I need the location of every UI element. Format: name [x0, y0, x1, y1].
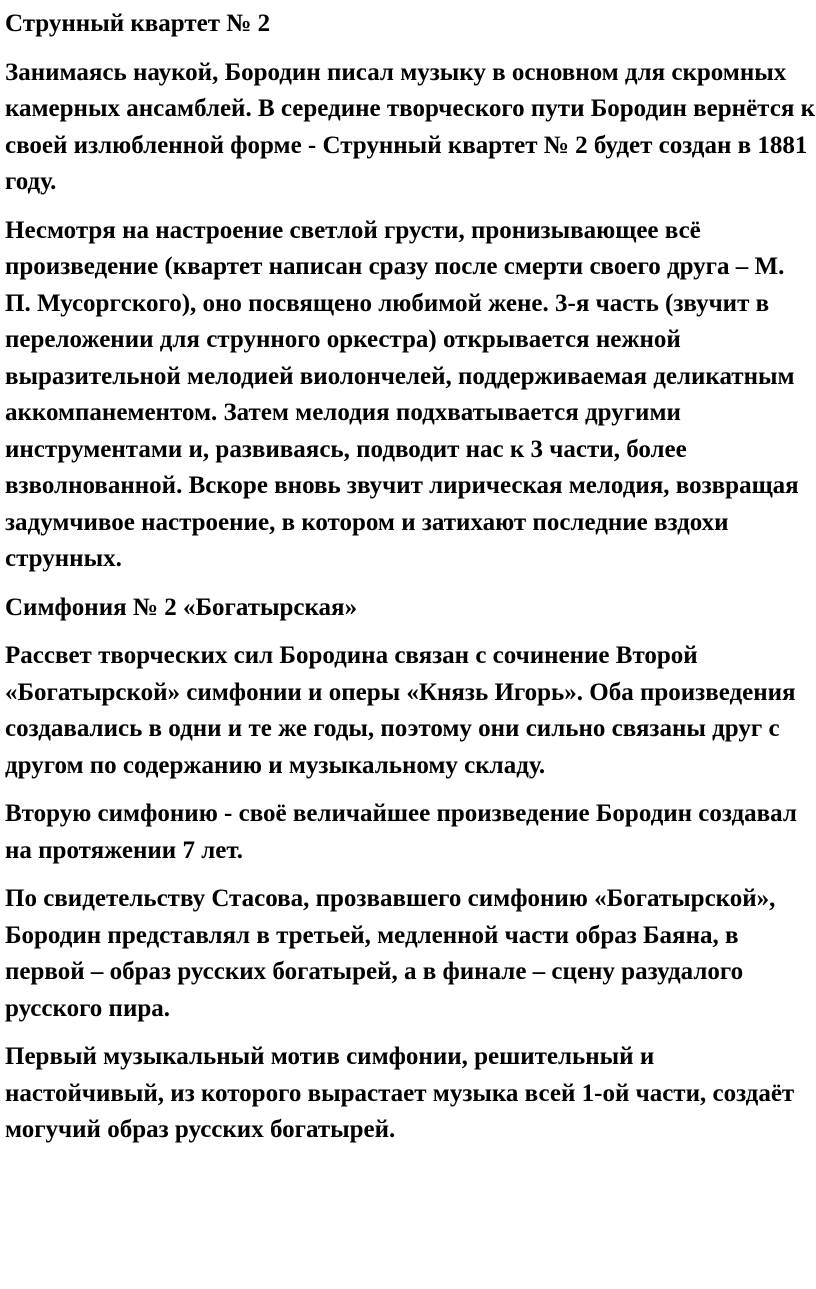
paragraph-symphony-duration: Вторую симфонию - своё величайшее произведение Бородин создавал на протяжении 7 лет. [5, 800, 797, 864]
paragraph-symphony-intro: Рассвет творческих сил Бородина связан с сочинение Второй «Богатырской» симфонии и оперы «Князь Игорь». Оба произведения создавались в одни и те же годы, поэтому они сильно связаны друг с другом по содержанию и музыкальному складу. [5, 642, 796, 779]
paragraph-symphony-motif: Первый музыкальный мотив симфонии, решительный и настойчивый, из которого вырастает музыка всей 1-ой части, создаёт могучий образ русских богатырей. [5, 1043, 795, 1143]
paragraph-symphony-stasov: По свидетельству Стасова, прозвавшего симфонию «Богатырской», Бородин представлял в третьей, медленной части образ Баяна, в первой – образ русских богатырей, а в финале – сцену разудалого русского пира. [5, 885, 776, 1022]
paragraph-quartet-mood: Несмотря на настроение светлой грусти, пронизывающее всё произведение (квартет написан сразу после смерти своего друга – М. П. Мусоргского), оно посвящено любимой жене. 3-я часть (звучит в переложении для струнного оркестра) открывается нежной выразительной мелодией виолончелей, поддерживаемая деликатным аккомпанементом. Затем мелодия подхватывается другими инструментами и, развиваясь, подводит нас к 3 части, более взволнованной. Вскоре вновь звучит лирическая мелодия, возвращая задумчивое настроение, в котором и затихают последние вздохи струнных. [5, 216, 799, 572]
section-heading-symphony: Симфония № 2 «Богатырская» [5, 593, 358, 621]
paragraph-quartet-intro: Занимаясь наукой, Бородин писал музыку в основном для скромных камерных ансамблей. В середине творческого пути Бородин вернётся к своей излюбленной форме - Струнный квартет № 2 будет создан в 1881 году. [5, 58, 816, 195]
section-heading-quartet: Струнный квартет № 2 [5, 10, 271, 37]
